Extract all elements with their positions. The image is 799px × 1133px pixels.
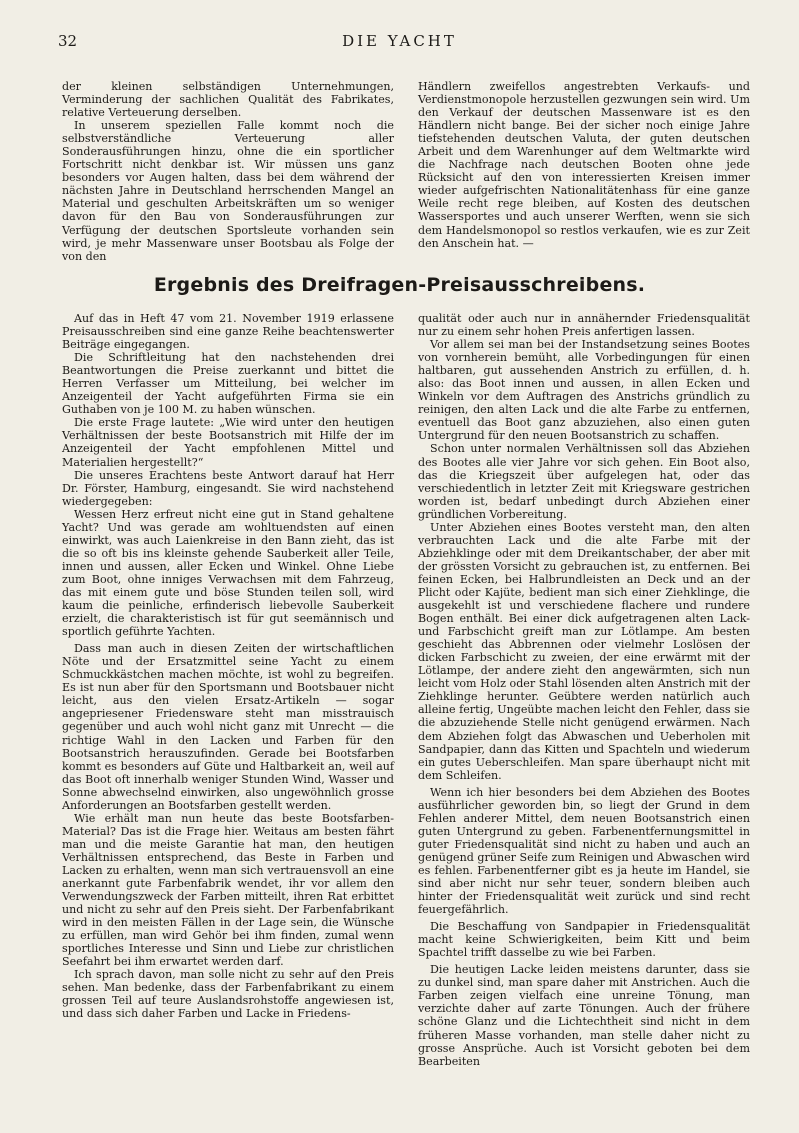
article-title: Ergebnis des Dreifragen-Preisausschreibens.: [153, 274, 646, 296]
page-header: [58, 32, 741, 54]
paragraph: Die unseres Erachtens beste Antwort darauf hat Herr Dr. Förster, Hamburg, eingesandt. Sie wird nachstehend wiedergegeben:: [62, 468, 394, 508]
paragraph: Ich sprach davon, man solle nicht zu sehr auf den Preis sehen. Man bedenke, dass der Farbenfabrikant zu einem grossen Teil auf teure Auslandsrohstoffe angewiesen ist, und dass sich daher Farben und Lacke in Friedens-: [62, 968, 394, 1021]
paragraph: Wie erhält man nun heute das beste Bootsfarben-Material? Das ist die Frage hier. Weitaus am besten fährt man und die meiste Garantie hat man, den heutigen Verhältnissen entsprechend, das Beste in Farben und Lacken zu erhalten, wenn man sich vertrauensvoll an eine anerkannt gute Farbenfabrik wendet, ihr vor allem den Verwendungszweck der Farben mitteilt, ihren Rat erbittet und nicht zu sehr auf den Preis sieht. Der Farbenfabrikant wird in den meisten Fällen in der Lage sein, die Wünsche zu erfüllen, man wird Gehör bei ihm finden, zumal wenn sportliches Interesse und Sinn und Liebe zur christlichen Seefahrt bei ihm erwartet werden darf.: [62, 811, 394, 969]
paragraph: Wessen Herz erfreut nicht eine gut in Stand gehaltene Yacht? Und was gerade am wohltuendsten auf einen einwirkt, was auch Laienkreise in den Bann zieht, das ist die so oft bis ins kleinste gehende Sauberkeit aller Teile, innen und aussen, aller Ecken und Winkel. Ohne Liebe zum Boot, ohne inniges Verwachsen mit dem Fahrzeug, das mit einem gute und böse Stunden teilen soll, wird kaum die peinliche, erfinderisch liebevolle Sauberkeit erzielt, die charakteristisch ist für gut seemännisch und sportlich geführte Yachten.: [62, 507, 394, 639]
article-left-column: [62, 312, 394, 1021]
paragraph: Wenn ich hier besonders bei dem Abziehen des Bootes ausführlicher geworden bin, so liegt der Grund in dem Fehlen anderer Mittel, dem neuen Bootsanstrich einen guten Untergrund zu geben. Farbenentfernungsmittel in guter Friedensqualität sind nicht zu haben und auch an genügend grüner Seife zum Reinigen und Abwaschen wird es fehlen. Farbenentferner gibt es ja heute im Handel, sie sind aber nicht nur sehr teuer, sondern bleiben auch hinter der Friedensqualität weit zurück und sind recht feuergefährlich.: [418, 785, 750, 917]
paragraph: Die heutigen Lacke leiden meistens darunter, dass sie zu dunkel sind, man spare daher mit Anstrichen. Auch die Farben zeigen vielfach eine unreine Tönung, man verzichte daher auf zarte Tönungen. Auch der frühere schöne Glanz und die Lichtechtheit sind nicht in dem früheren Masse vorhanden, man stelle daher nicht zu grosse Ansprüche. Auch ist Vorsicht geboten bei dem Bearbeiten: [418, 963, 750, 1068]
paragraph: Vor allem sei man bei der Instandsetzung seines Bootes von vornherein bemüht, alle Vorbedingungen für einen haltbaren, gut aussehenden Anstrich zu erfüllen, d. h. also: das Boot innen und aussen, in allen Ecken und Winkeln vor dem Auftragen des Anstrichs gründlich zu reinigen, den alten Lack und die alte Farbe zu entfernen, eventuell das Boot ganz abzuziehen, also einen guten Untergrund für den neuen Bootsanstrich zu schaffen.: [418, 338, 750, 443]
paragraph: Die erste Frage lautete: „Wie wird unter den heutigen Verhältnissen der beste Bootsanstrich mit Hilfe der im Anzeigenteil der Yacht empfohlenen Mittel und Materialien hergestellt?“: [62, 416, 394, 469]
paragraph: qualität oder auch nur in annähernder Friedensqualität nur zu einem sehr hohen Preis anfertigen lassen.: [418, 312, 750, 339]
page-number: 32: [58, 32, 78, 50]
previous-article-right-column: [418, 80, 750, 250]
running-title: DIE YACHT: [342, 32, 457, 50]
paragraph: In unserem speziellen Falle kommt noch die selbstverständliche Verteuerung aller Sonderausführungen hinzu, ohne die ein sportlicher Fortschritt nicht denkbar ist. Wir müssen uns ganz besonders vor Augen halten, dass bei dem während der nächsten Jahre in Deutschland herrschenden Mangel an Material und geschulten Arbeitskräften um so weniger davon für den Bau von Sonderausführungen zur Verfügung der deutschen Sportsleute vorhanden sein wird, je mehr Massenware unser Bootsbau als Folge der von den: [62, 119, 394, 263]
paragraph: Schon unter normalen Verhältnissen soll das Abziehen des Bootes alle vier Jahre vor sich gehen. Ein Boot also, das die Kriegszeit über aufgelegen hat, oder das verschiedentlich in letzter Zeit mit Kriegsware gestrichen worden ist, bedarf unbedingt durch Abziehen einer gründlichen Vorbereitung.: [418, 442, 750, 521]
paragraph: Die Beschaffung von Sandpapier in Friedensqualität macht keine Schwierigkeiten, beim Kitt und beim Spachtel trifft dasselbe zu wie bei Farben.: [418, 920, 750, 960]
paragraph: der kleinen selbständigen Unternehmungen, Verminderung der sachlichen Qualität des Fabrikates, relative Verteuerung derselben.: [62, 80, 394, 120]
article-right-column: [418, 312, 750, 1068]
paragraph: Händlern zweifellos angestrebten Verkaufs- und Verdienstmonopole herzustellen gezwungen sein wird. Um den Verkauf der deutschen Massenware ist es den Händlern nicht bange. Bei der sicher noch einige Jahre tiefstehenden deutschen Valuta, der guten deutschen Arbeit und dem Warenhunger auf dem Weltmarkte wird die Nachfrage nach deutschen Booten ohne jede Rücksicht auf den von interessierten Kreisen immer wieder aufgefrischten Nationalitätenhass für eine ganze Weile recht rege bleiben, auf Kosten des deutschen Wassersportes und auch unserer Werften, wenn sie sich dem Handelsmonopol so restlos verkaufen, wie es zur Zeit den Anschein hat. —: [418, 80, 750, 250]
paragraph: Die Schriftleitung hat den nachstehenden drei Beantwortungen die Preise zuerkannt und bittet die Herren Verfasser um Mitteilung, bei welcher im Anzeigenteil der Yacht aufgeführten Firma sie ein Guthaben von je 100 M. zu haben wünschen.: [62, 351, 394, 417]
paragraph: Unter Abziehen eines Bootes versteht man, den alten verbrauchten Lack und die alte Farbe mit der Abziehklinge oder mit dem Dreikantschaber, der aber mit der grössten Vorsicht zu gebrauchen ist, zu entfernen. Bei feinen Ecken, bei Halbrundleisten an Deck und an der Plicht oder Kajüte, bedient man sich einer Ziehklinge, die ausgekehlt ist und verschiedene flachere und rundere Bogen enthält. Bei einer dick aufgetragenen alten Lack- und Farbschicht greift man zur Lötlampe. Am besten geschieht das Abbrennen oder vielmehr Loslösen der dicken Farbschicht zu zweien, der eine erwärmt mit der Lötlampe, der andere zieht den angewärmten, sich nun leicht vom Holz oder Stahl lösenden alten Anstrich mit der Ziehklinge herunter. Geübtere werden natürlich auch alleine fertig, Ungeübte machen leicht den Fehler, dass sie die abzuziehende Stelle nicht genügend erwärmen. Nach dem Abziehen folgt das Abwaschen und Ueberholen mit Sandpapier, dann das Kitten und Spachteln und wiederum ein gutes Ueberschleifen. Man spare überhaupt nicht mit dem Schleifen.: [418, 520, 750, 782]
paragraph: Dass man auch in diesen Zeiten der wirtschaftlichen Nöte und der Ersatzmittel seine Yacht zu einem Schmuckkästchen machen möchte, ist wohl zu begreifen. Es ist nun aber für den Sportsmann und Bootsbauer nicht leicht, aus den vielen Ersatz-Artikeln — sogar angepriesener Friedensware steht man misstrauisch gegenüber und auch wohl nicht ganz mit Unrecht — die richtige Wahl in den Lacken und Farben für den Bootsanstrich herauszufinden. Gerade bei Bootsfarben kommt es besonders auf Güte und Haltbarkeit an, weil auf das Boot oft innerhalb weniger Stunden Wind, Wasser und Sonne abwechselnd einwirken, also ungewöhnlich grosse Anforderungen an Bootsfarben gestellt werden.: [62, 642, 394, 812]
previous-article-left-column: [62, 80, 394, 263]
paragraph: Auf das in Heft 47 vom 21. November 1919 erlassene Preisausschreiben sind eine ganze Reihe beachtenswerter Beiträge eingegangen.: [62, 312, 394, 352]
